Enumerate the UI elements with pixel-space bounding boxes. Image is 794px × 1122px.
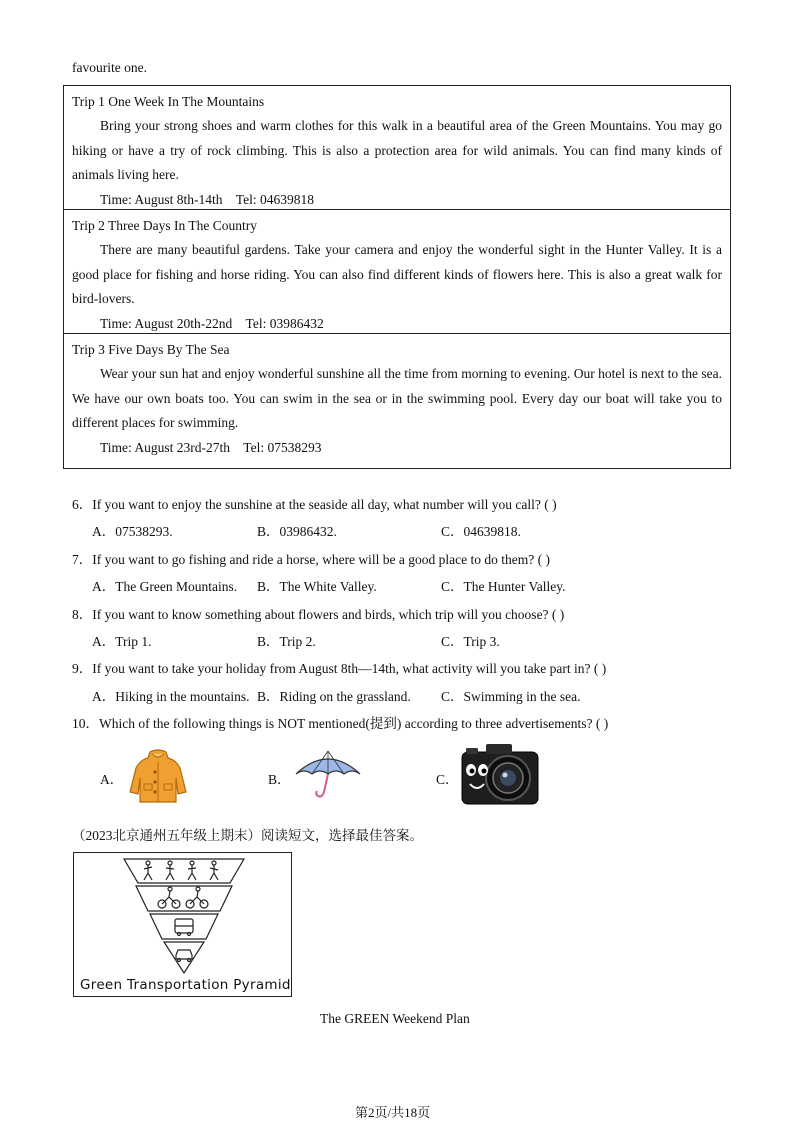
option-c[interactable]: C．04639818.: [441, 524, 521, 539]
trip-time: Time: August 8th-14th Tel: 04639818: [100, 191, 314, 207]
option-a[interactable]: A．The Green Mountains.: [92, 579, 238, 594]
option-b-label[interactable]: B．: [268, 772, 291, 787]
pyramid-diagram: [74, 853, 290, 975]
option-b[interactable]: B．Trip 2.: [257, 634, 316, 649]
question-9: 9．If you want to take your holiday from August 8th—14th, what activity will you take part in? ( ): [72, 661, 607, 676]
option-a-label[interactable]: A．: [100, 772, 124, 787]
trip-2: [64, 210, 730, 334]
trip-3: [64, 334, 730, 468]
camera-icon[interactable]: [460, 740, 540, 808]
raincoat-icon[interactable]: [128, 748, 188, 804]
section-source: （2023北京通州五年级上期末）阅读短文，选择最佳答案。: [72, 828, 423, 843]
plan-title: The GREEN Weekend Plan: [320, 1011, 470, 1026]
pyramid-figure: [73, 852, 292, 997]
trip-time: Time: August 20th-22nd Tel: 03986432: [100, 315, 324, 331]
question-10: 10．Which of the following things is NOT mentioned(提到) according to three advertisements? ( ): [72, 716, 609, 731]
intro-text: favourite one.: [72, 60, 147, 75]
trip-title: Trip 1 One Week In The Mountains: [72, 94, 265, 109]
option-b[interactable]: B．Riding on the grassland.: [257, 689, 411, 704]
question-8: 8．If you want to know something about flowers and birds, which trip will you choose? ( ): [72, 607, 565, 622]
trip-body: Bring your strong shoes and warm clothes for this walk in a beautiful area of the Green Mountains. You may go hiking or have a try of rock climbing. This is also a protection area for wild animals. You can find many kinds of animals living here.: [72, 118, 722, 182]
question-6: 6．If you want to enjoy the sunshine at the seaside all day, what number will you call? ( ): [72, 497, 557, 512]
option-c[interactable]: C．Trip 3.: [441, 634, 500, 649]
option-b[interactable]: B．The White Valley.: [257, 579, 377, 594]
trip-title: Trip 2 Three Days In The Country: [72, 218, 257, 233]
option-c-label[interactable]: C．: [436, 772, 459, 787]
option-b[interactable]: B．03986432.: [257, 524, 337, 539]
trips-table: [63, 85, 731, 469]
option-a[interactable]: A．Hiking in the mountains.: [92, 689, 250, 704]
option-a[interactable]: A．07538293.: [92, 524, 173, 539]
option-a[interactable]: A．Trip 1.: [92, 634, 152, 649]
trip-title: Trip 3 Five Days By The Sea: [72, 342, 230, 357]
question-7: 7．If you want to go fishing and ride a horse, where will be a good place to do them? ( ): [72, 552, 550, 567]
trip-1: [64, 86, 730, 210]
option-c[interactable]: C．Swimming in the sea.: [441, 689, 581, 704]
page-footer: 第2页/共18页: [355, 1105, 431, 1120]
umbrella-icon[interactable]: [294, 748, 362, 800]
option-c[interactable]: C．The Hunter Valley.: [441, 579, 566, 594]
trip-body: Wear your sun hat and enjoy wonderful sunshine all the time from morning to evening. Our hotel is next to the sea. We have our own boats too. You can swim in the sea or in the swimming pool. Every day our boat will take you to different places for swimming.: [72, 366, 722, 430]
pyramid-caption: Green Transportation Pyramid: [80, 977, 291, 993]
trip-body: There are many beautiful gardens. Take your camera and enjoy the wonderful sight in the Hunter Valley. It is a good place for fishing and horse riding. You can also find different kinds of flowers here. This is also a great walk for bird-lovers.: [72, 242, 722, 306]
trip-time: Time: August 23rd-27th Tel: 07538293: [100, 439, 322, 455]
